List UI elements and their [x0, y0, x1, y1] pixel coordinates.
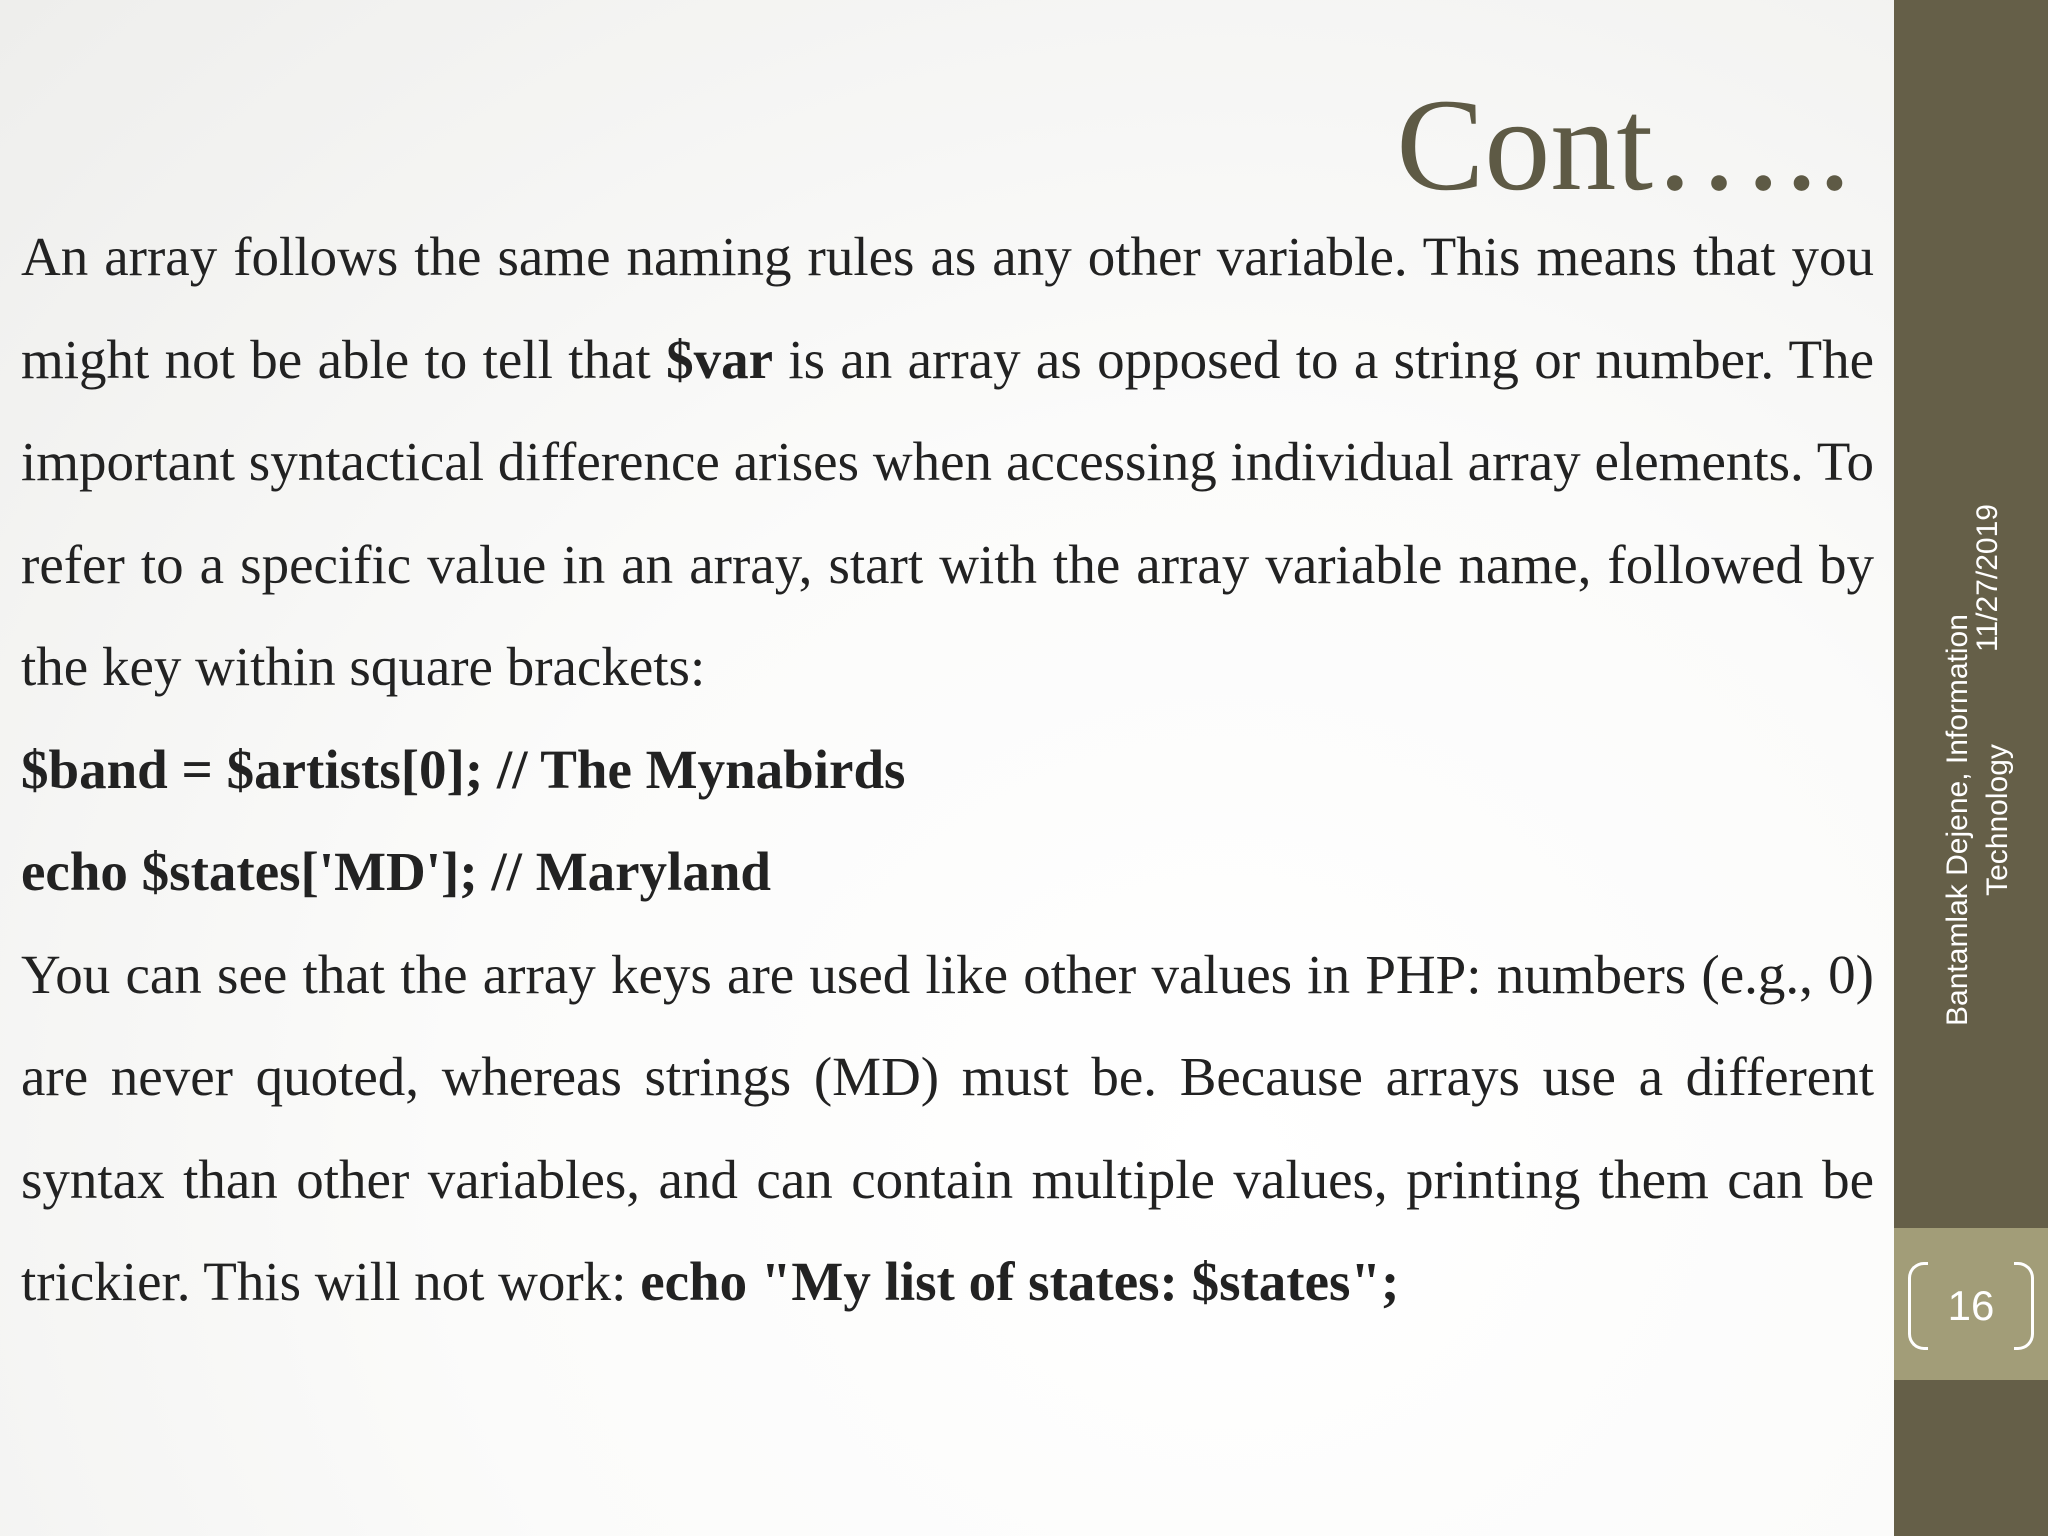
slide-date: 11/27/2019	[1971, 504, 2004, 652]
page-number-badge	[1908, 1262, 2034, 1352]
code-line: echo $states['MD']; // Maryland	[21, 841, 771, 902]
paragraph-text: You can see that the array keys are used like other values in PHP: numbers (e.g., 0) are never quoted, whereas strings (MD) must be. Because arrays use a different syntax than other variables, and can contain multiple values, printing them can be trickier. This will not work:	[21, 943, 1874, 1312]
code-variable: $var	[666, 328, 773, 390]
author-line: Bantamlak Dejene, Information	[1941, 614, 1974, 1026]
paragraph-text: is an array as opposed to a string or number. The important syntactical difference arises when accessing individual array elements. To refer to a specific value in an array, start with the array variable name, followed by the key within square brackets:	[21, 328, 1874, 697]
body-paragraph-2	[21, 924, 1874, 1334]
author-line: Technology	[1981, 744, 2014, 896]
code-snippet: echo "My list of states: $states";	[640, 1251, 1400, 1312]
paragraph-text: An array follows the same naming rules as any other variable. This means that you might not be able to tell that	[21, 226, 1874, 390]
author-footer	[1938, 600, 2018, 1040]
slide-title: Cont…..	[1396, 71, 1851, 218]
slide-content	[21, 206, 1874, 1334]
page-number: 16	[1947, 1282, 1995, 1329]
body-paragraph-1	[21, 206, 1874, 719]
code-line: $band = $artists[0]; // The Mynabirds	[21, 738, 906, 800]
